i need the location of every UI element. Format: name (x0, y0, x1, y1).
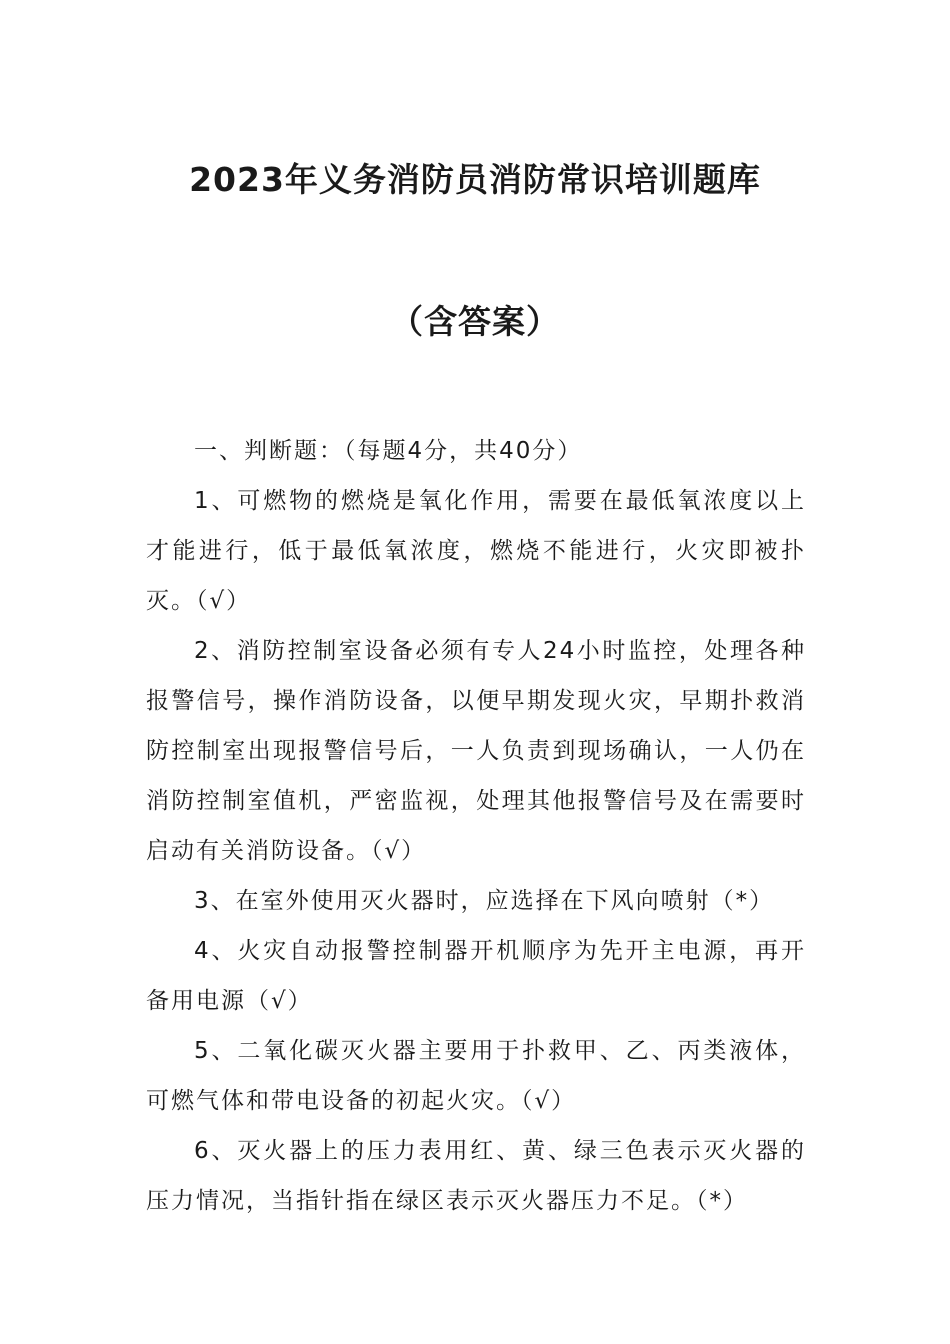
question-item: 2、消防控制室设备必须有专人24小时监控，处理各种报警信号，操作消防设备，以便早期发现火灾，早期扑救消防控制室出现报警信号后，一人负责到现场确认，一人仍在消防控制室值机，严密监视，处理其他报警信号及在需要时启动有关消防设备。（√） (146, 638, 806, 864)
document-title: 2023年义务消防员消防常识培训题库 (189, 160, 761, 199)
document-body (146, 426, 806, 1226)
document-subtitle: （含答案） (390, 302, 560, 341)
section-heading: 一、判断题：（每题4分，共40分） (194, 438, 583, 464)
question-item: 4、火灾自动报警控制器开机顺序为先开主电源，再开备用电源（√） (146, 938, 806, 1014)
question-item: 6、灭火器上的压力表用红、黄、绿三色表示灭火器的压力情况，当指针指在绿区表示灭火器压力不足。（*） (146, 1138, 806, 1214)
question-item: 1、可燃物的燃烧是氧化作用，需要在最低氧浓度以上才能进行，低于最低氧浓度，燃烧不能进行，火灾即被扑灭。（√） (146, 488, 806, 614)
question-item: 3、在室外使用灭火器时，应选择在下风向喷射（*） (194, 888, 775, 914)
question-item: 5、二氧化碳灭火器主要用于扑救甲、乙、丙类液体，可燃气体和带电设备的初起火灾。（√） (146, 1038, 806, 1114)
